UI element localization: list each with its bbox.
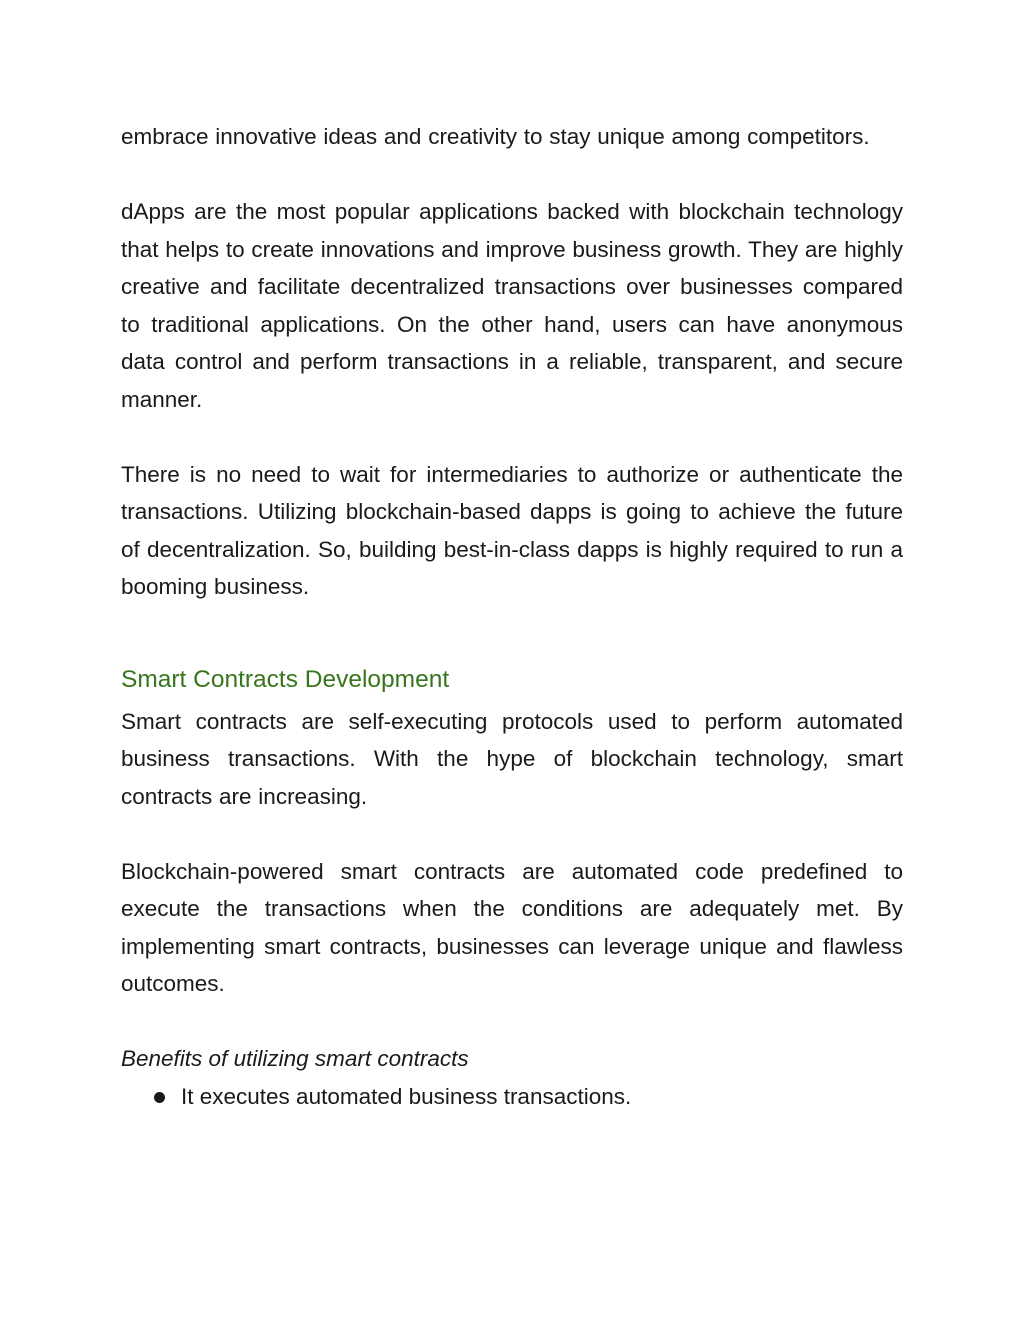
paragraph-spacer [121, 156, 903, 194]
list-item [121, 1078, 903, 1116]
paragraph-spacer [121, 418, 903, 456]
section-heading: Smart Contracts Development [121, 665, 450, 693]
paragraph-smart-contracts: Smart contracts are self-executing protocols used to perform automated business transactions. With the hype of blockchain technology, smart contracts are increasing. [121, 708, 903, 809]
bullet-icon [154, 1092, 165, 1103]
paragraph-intro-continuation: embrace innovative ideas and creativity to stay unique among competitors. [121, 124, 870, 149]
paragraph-blockchain-powered: Blockchain-powered smart contracts are automated code predefined to execute the transactions when the conditions are adequately met. By implementing smart contracts, businesses can leverage unique and flawless outcomes. [121, 858, 903, 996]
paragraph-spacer [121, 1003, 903, 1041]
paragraph-dapps: dApps are the most popular applications backed with blockchain technology that helps to create innovations and improve business growth. They are highly creative and facilitate decentralized transactions over businesses compared to traditional applications. On the other hand, users can have anonymous data control and perform transactions in a reliable, transparent, and secure manner. [121, 199, 903, 412]
paragraph-spacer [121, 815, 903, 853]
document-page [121, 118, 903, 1115]
paragraph-intermediaries: There is no need to wait for intermediaries to authorize or authenticate the transactions. Utilizing blockchain-based dapps is going to achieve the future of decentralization. So, building best-in-class dapps is highly required to run a booming business. [121, 461, 903, 599]
benefits-subheading: Benefits of utilizing smart contracts [121, 1046, 469, 1071]
list-item-text: It executes automated business transactions. [181, 1083, 632, 1109]
benefits-list [121, 1078, 903, 1116]
